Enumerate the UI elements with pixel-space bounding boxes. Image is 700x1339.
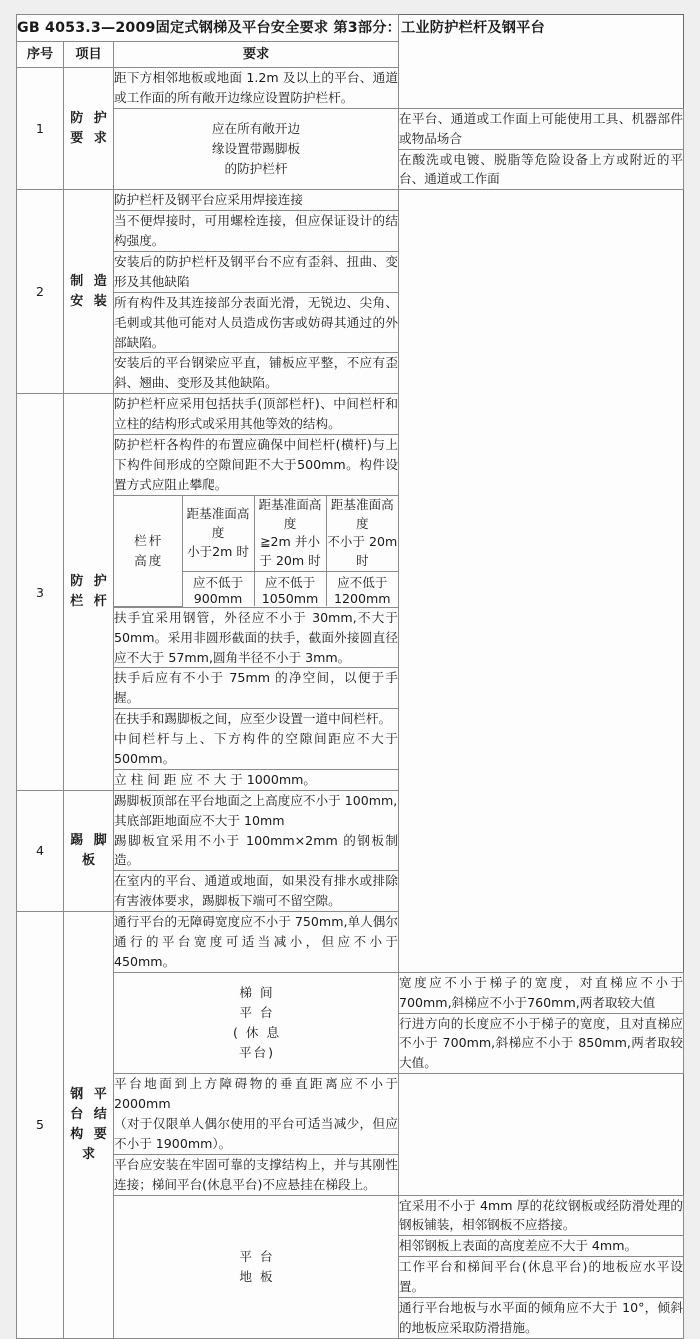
item-label-line: 制 造 xyxy=(70,273,110,289)
requirement-text: 平台应安装在牢固可靠的支撑结构上，并与其刚性连接；梯间平台(休息平台)不应悬挂在梯段上。 xyxy=(114,1154,399,1195)
item-label-line: 防 护 xyxy=(70,573,110,589)
row-item-label-3 xyxy=(64,394,114,791)
item-label-line: 安 装 xyxy=(70,293,110,309)
sub-group-label-line: ( 休 息 xyxy=(232,1025,282,1041)
sub-group-label xyxy=(114,1195,399,1338)
requirement-text: 距下方相邻地板或地面 1.2m 及以上的平台、通道或工作面的所有敞开边缘应设置防护栏杆。 xyxy=(114,68,399,109)
requirement-text: 平台地面到上方障碍物的垂直距离应不小于 2000mm （对于仅限单人偶尔使用的平台可适当减少，但应不小于 1900mm）。 xyxy=(114,1074,399,1155)
requirement-text: 在酸洗或电镀、脱脂等危险设备上方或附近的平台、通道或工作面 xyxy=(399,149,684,190)
guardrail-height-header-line: 小于2m 时 xyxy=(186,543,250,559)
table-row xyxy=(17,435,684,496)
requirement-text: 在扶手和踢脚板之间，应至少设置一道中间栏杆。 中间栏杆与上、下方构件的空隙间距应不大于500mm。 xyxy=(114,709,399,770)
guardrail-height-value: 应不低于1050mm xyxy=(254,572,326,607)
table-row xyxy=(17,709,684,770)
item-label-line: 要 求 xyxy=(70,130,110,146)
sub-group-label-line: 平 台 xyxy=(239,1004,275,1020)
requirement-text: 扶手后应有不小于 75mm 的净空间，以便于手握。 xyxy=(114,668,399,709)
sub-group-label xyxy=(114,108,399,190)
guardrail-height-header-line: 距基准面高度 xyxy=(330,496,394,531)
row-seq-1: 1 xyxy=(17,68,64,190)
title-row xyxy=(17,15,684,42)
guardrail-height-label-line: 高度 xyxy=(134,552,164,568)
table-body xyxy=(17,15,684,1339)
table-row xyxy=(17,668,684,709)
guardrail-height-subtable-cell xyxy=(114,495,399,607)
requirement-text: 踢脚板顶部在平台地面之上高度应不小于 100mm, 其底部距地面应不大于 10mm 踢脚板宜采用不小于 100mm×2mm 的钢板制造。 xyxy=(114,790,399,871)
row-seq-3: 3 xyxy=(17,394,64,791)
row-item-label-1 xyxy=(64,68,114,190)
sub-group-label-line: 应在所有敞开边 xyxy=(211,120,301,136)
requirement-text: 所有构件及其连接部分表面光滑，无锐边、尖角、毛刺或其他可能对人员造成伤害或妨碍其通过的外部缺陷。 xyxy=(114,292,399,353)
table-row xyxy=(17,1195,684,1236)
guardrail-height-header-row xyxy=(114,496,398,572)
requirement-text: 相邻钢板上表面的高度差应不大于 4mm。 xyxy=(399,1236,684,1257)
table-row xyxy=(17,1074,684,1155)
row-seq-4: 4 xyxy=(17,790,64,911)
row-item-label-5 xyxy=(64,912,114,1339)
sub-group-label-line: 缘设置带踢脚板 xyxy=(211,140,301,156)
sub-group-label-line: 地 板 xyxy=(239,1268,275,1284)
guardrail-height-column-header xyxy=(254,496,326,572)
table-row xyxy=(17,252,684,293)
guardrail-height-column-header xyxy=(326,496,398,572)
table-row xyxy=(17,912,684,973)
page-title: GB 4053.3—2009固定式钢梯及平台安全要求 第3部分：工业防护栏杆及钢平台 xyxy=(17,15,399,42)
row-item-label-4 xyxy=(64,790,114,911)
requirement-text: 当不便焊接时，可用螺栓连接，但应保证设计的结构强度。 xyxy=(114,211,399,252)
row-item-label-2 xyxy=(64,190,114,394)
guardrail-height-table xyxy=(114,496,398,607)
item-label-line: 栏 杆 xyxy=(70,594,110,610)
requirement-text: 在室内的平台、通道或地面，如果没有排水或排除有害液体要求，踢脚板下端可不留空隙。 xyxy=(114,871,399,912)
table-row xyxy=(17,495,684,607)
sub-group-label-line: 的防护栏杆 xyxy=(224,161,288,177)
table-row xyxy=(17,871,684,912)
header-row xyxy=(17,42,684,68)
sub-group-label xyxy=(114,972,399,1073)
requirement-text: 防护栏杆各构件的布置应确保中间栏杆(横杆)与上下构件间形成的空隙间距不大于500mm。构件设置方式应阻止攀爬。 xyxy=(114,435,399,496)
table-row xyxy=(17,972,684,1013)
table-row xyxy=(17,108,684,149)
guardrail-height-header-line: 距基准面高度 xyxy=(186,506,250,541)
guardrail-height-value: 应不低于1200mm xyxy=(326,572,398,607)
item-label-line: 钢 平 xyxy=(70,1086,110,1102)
requirement-text: 行进方向的长度应不小于梯子的宽度，且对直梯应不小于 700mm,斜梯应不小于 850mm,两者取较大值。 xyxy=(399,1013,684,1074)
requirement-text: 宽度应不小于梯子的宽度，对直梯应不小于 700mm,斜梯应不小于760mm,两者取较大值 xyxy=(399,972,684,1013)
requirement-text: 通行平台的无障碍宽度应不小于 750mm,单人偶尔通行的平台宽度可适当减小，但应不小于450mm。 xyxy=(114,912,399,973)
guardrail-height-value: 应不低于900mm xyxy=(182,572,254,607)
sub-group-label-line: 梯 间 xyxy=(239,984,275,1000)
item-label-line: 求 xyxy=(81,1147,98,1163)
item-label-line: 构 要 xyxy=(70,1126,110,1142)
table-row xyxy=(17,292,684,353)
table-row xyxy=(17,353,684,394)
table-row xyxy=(17,1154,684,1195)
requirement-text: 防护栏杆应采用包括扶手(顶部栏杆)、中间栏杆和立柱的结构形式或采用其他等效的结构。 xyxy=(114,394,399,435)
requirement-text: 通行平台地板与水平面的倾角应不大于 10°，倾斜的地板应采取防滑措施。 xyxy=(399,1298,684,1339)
table-row xyxy=(17,790,684,871)
column-header-seq: 序号 xyxy=(17,42,64,68)
guardrail-height-column-header xyxy=(182,496,254,572)
column-header-item: 项目 xyxy=(64,42,114,68)
requirement-text: 安装后的平台钢梁应平直，铺板应平整，不应有歪斜、翘曲、变形及其他缺陷。 xyxy=(114,353,399,394)
guardrail-height-label-line: 栏杆 xyxy=(134,532,164,548)
table-row xyxy=(17,769,684,790)
sub-group-label-line: 平台) xyxy=(238,1045,276,1061)
requirement-text: 宜采用不小于 4mm 厚的花纹钢板或经防滑处理的钢板铺装，相邻钢板不应搭接。 xyxy=(399,1195,684,1236)
guardrail-height-header-line: 距基准面高度 xyxy=(258,496,322,531)
item-label-line: 踢 脚 xyxy=(70,832,110,848)
table-row xyxy=(17,211,684,252)
table-row xyxy=(17,394,684,435)
table-row xyxy=(17,190,684,211)
requirement-text: 防护栏杆及钢平台应采用焊接连接 xyxy=(114,190,399,211)
sub-group-label-line: 平 台 xyxy=(239,1248,275,1264)
item-label-line: 防 护 xyxy=(70,110,110,126)
guardrail-height-header-line: ≧2m 并小于 20m 时 xyxy=(259,534,321,569)
requirement-text: 工作平台和梯间平台(休息平台)的地板应水平设置。 xyxy=(399,1257,684,1298)
row-seq-2: 2 xyxy=(17,190,64,394)
row-seq-5: 5 xyxy=(17,912,64,1339)
standard-requirements-table xyxy=(16,14,684,1339)
requirement-text: 安装后的防护栏杆及钢平台不应有歪斜、扭曲、变形及其他缺陷 xyxy=(114,252,399,293)
item-label-line: 板 xyxy=(81,852,98,868)
guardrail-height-header-line: 不小于 20m 时 xyxy=(327,534,398,569)
requirement-text: 扶手宜采用钢管，外径应不小于 30mm,不大于 50mm。采用非圆形截面的扶手，截面外接圆直径应不大于 57mm,圆角半径不小于 3mm。 xyxy=(114,607,399,668)
item-label-line: 台 结 xyxy=(70,1106,110,1122)
requirement-text: 在平台、通道或工作面上可能使用工具、机器部件或物品场合 xyxy=(399,108,684,149)
table-row xyxy=(17,68,684,109)
requirement-text: 立 柱 间 距 应 不 大 于 1000mm。 xyxy=(114,769,399,790)
column-header-requirement: 要求 xyxy=(114,42,399,68)
table-row xyxy=(17,607,684,668)
guardrail-height-label xyxy=(114,496,182,607)
